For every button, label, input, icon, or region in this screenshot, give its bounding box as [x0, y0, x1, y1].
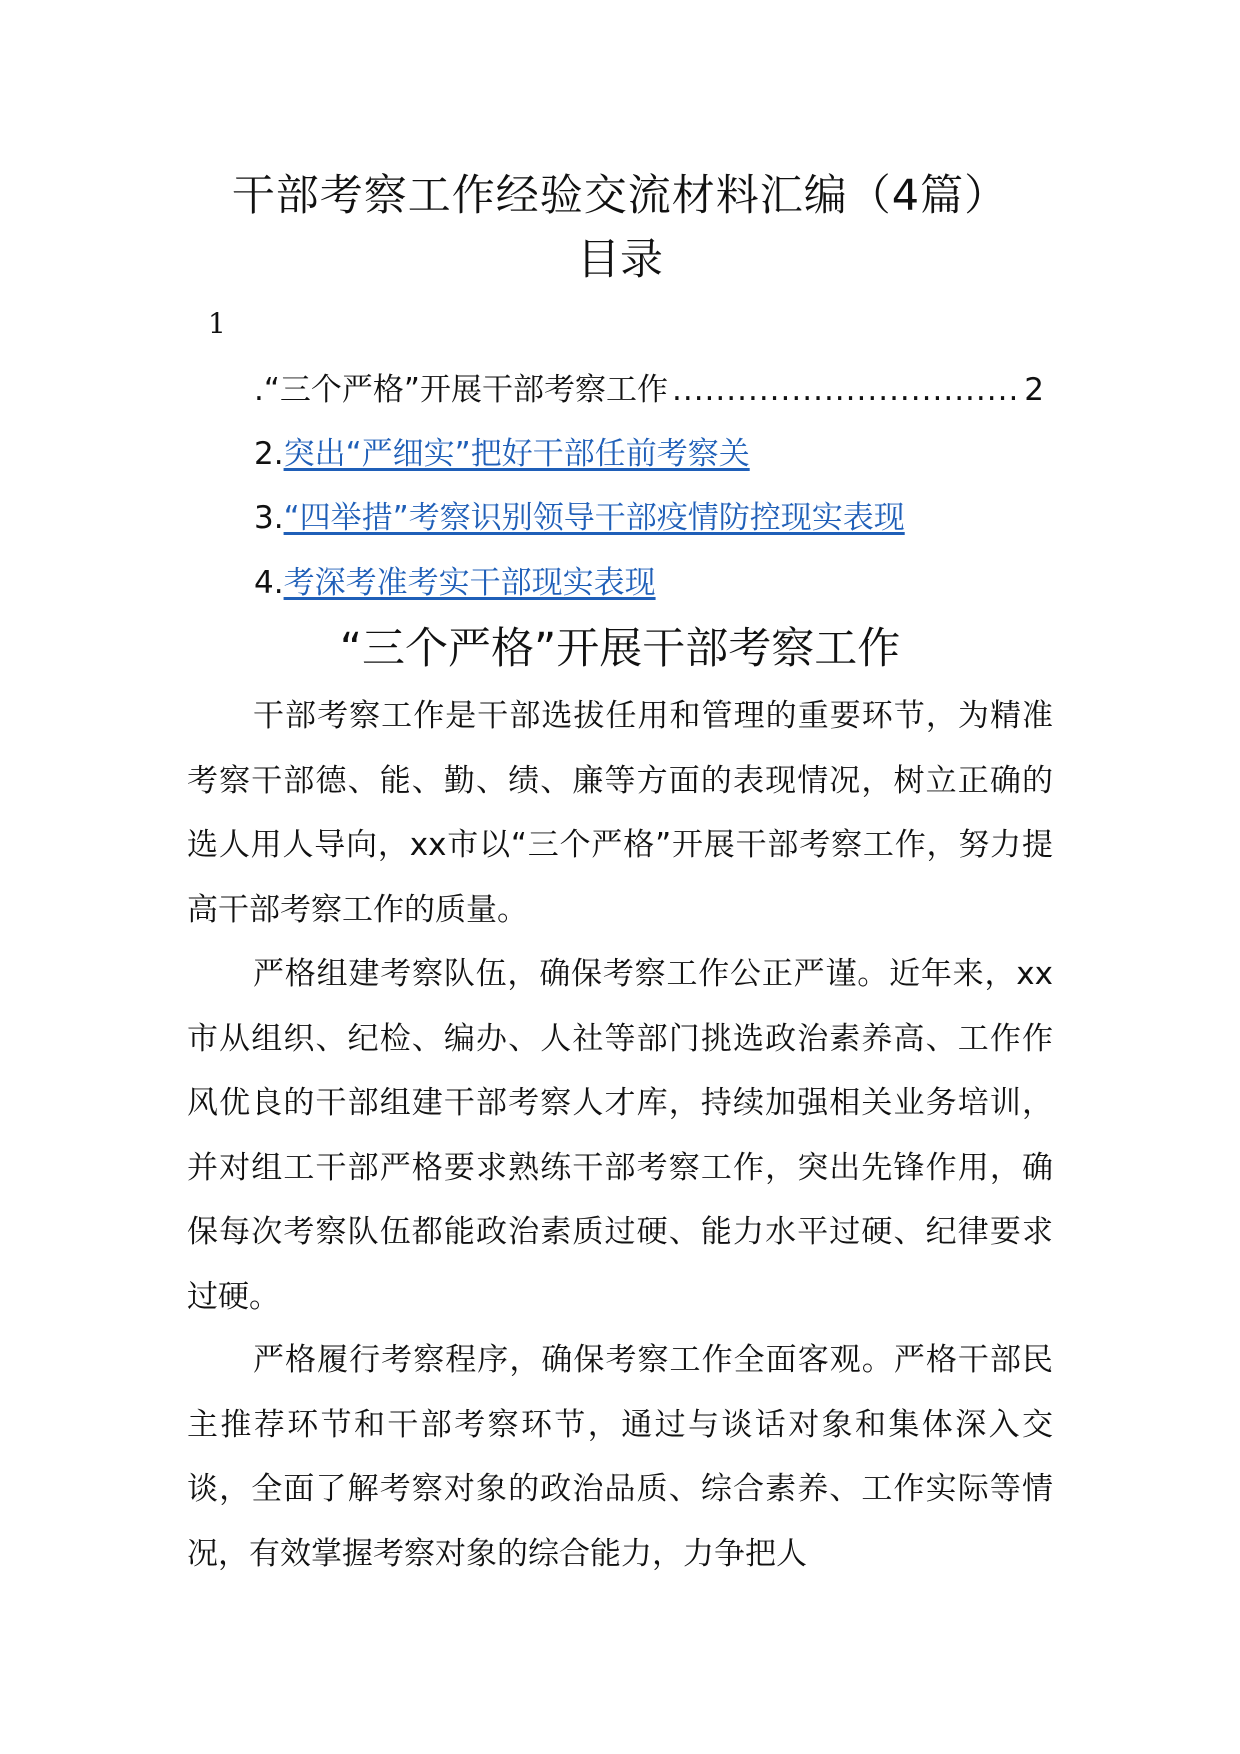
body-paragraph-1: 干部考察工作是干部选拔任用和管理的重要环节，为精准考察干部德、能、勤、绩、廉等方面的表现情况，树立正确的选人用人导向，xx市以“三个严格”开展干部考察工作，努力提高干部考察工作的质量。: [187, 698, 1053, 928]
toc-item-2[interactable]: [254, 432, 750, 476]
body-paragraph-2: 严格组建考察队伍，确保考察工作公正严谨。近年来，xx市从组织、纪检、编办、人社等部门挑选政治素养高、工作作风优良的干部组建干部考察人才库，持续加强相关业务培训，并对组工干部严格要求熟练干部考察工作，突出先锋作用，确保每次考察队伍都能政治素质过硬、能力水平过硬、纪律要求过硬。: [187, 956, 1053, 1315]
toc-item-1-number: .: [254, 372, 264, 408]
section-title: “三个严格”开展干部考察工作: [339, 624, 901, 674]
toc-item-4[interactable]: [254, 561, 656, 605]
toc-item-1-page: 2: [1024, 372, 1044, 408]
toc-item-3[interactable]: [254, 496, 905, 540]
toc-item-2-link[interactable]: 突出“严细实”把好干部任前考察关: [283, 436, 750, 472]
toc-item-3-number: 3.: [254, 500, 284, 536]
toc-item-2-number: 2.: [254, 436, 284, 472]
body-paragraph-3: 严格履行考察程序，确保考察工作全面客观。严格干部民主推荐环节和干部考察环节，通过与谈话对象和集体深入交谈，全面了解考察对象的政治品质、综合素养、工作实际等情况，有效掌握考察对象的综合能力，力争把人: [187, 1342, 1053, 1572]
toc-item-1-text[interactable]: “三个严格”开展干部考察工作: [263, 372, 668, 408]
toc-item-1[interactable]: [254, 368, 1044, 412]
toc-item-4-number: 4.: [254, 565, 284, 601]
toc-item-4-link[interactable]: 考深考准考实干部现实表现: [283, 565, 656, 601]
toc-first-number: 1: [208, 307, 226, 340]
toc-heading: 目录: [577, 235, 663, 285]
toc-item-3-link[interactable]: “四举措”考察识别领导干部疫情防控现实表现: [283, 500, 905, 536]
toc-leader-dots: [672, 368, 1020, 412]
document-title: 干部考察工作经验交流材料汇编（4篇）: [231, 171, 1009, 221]
